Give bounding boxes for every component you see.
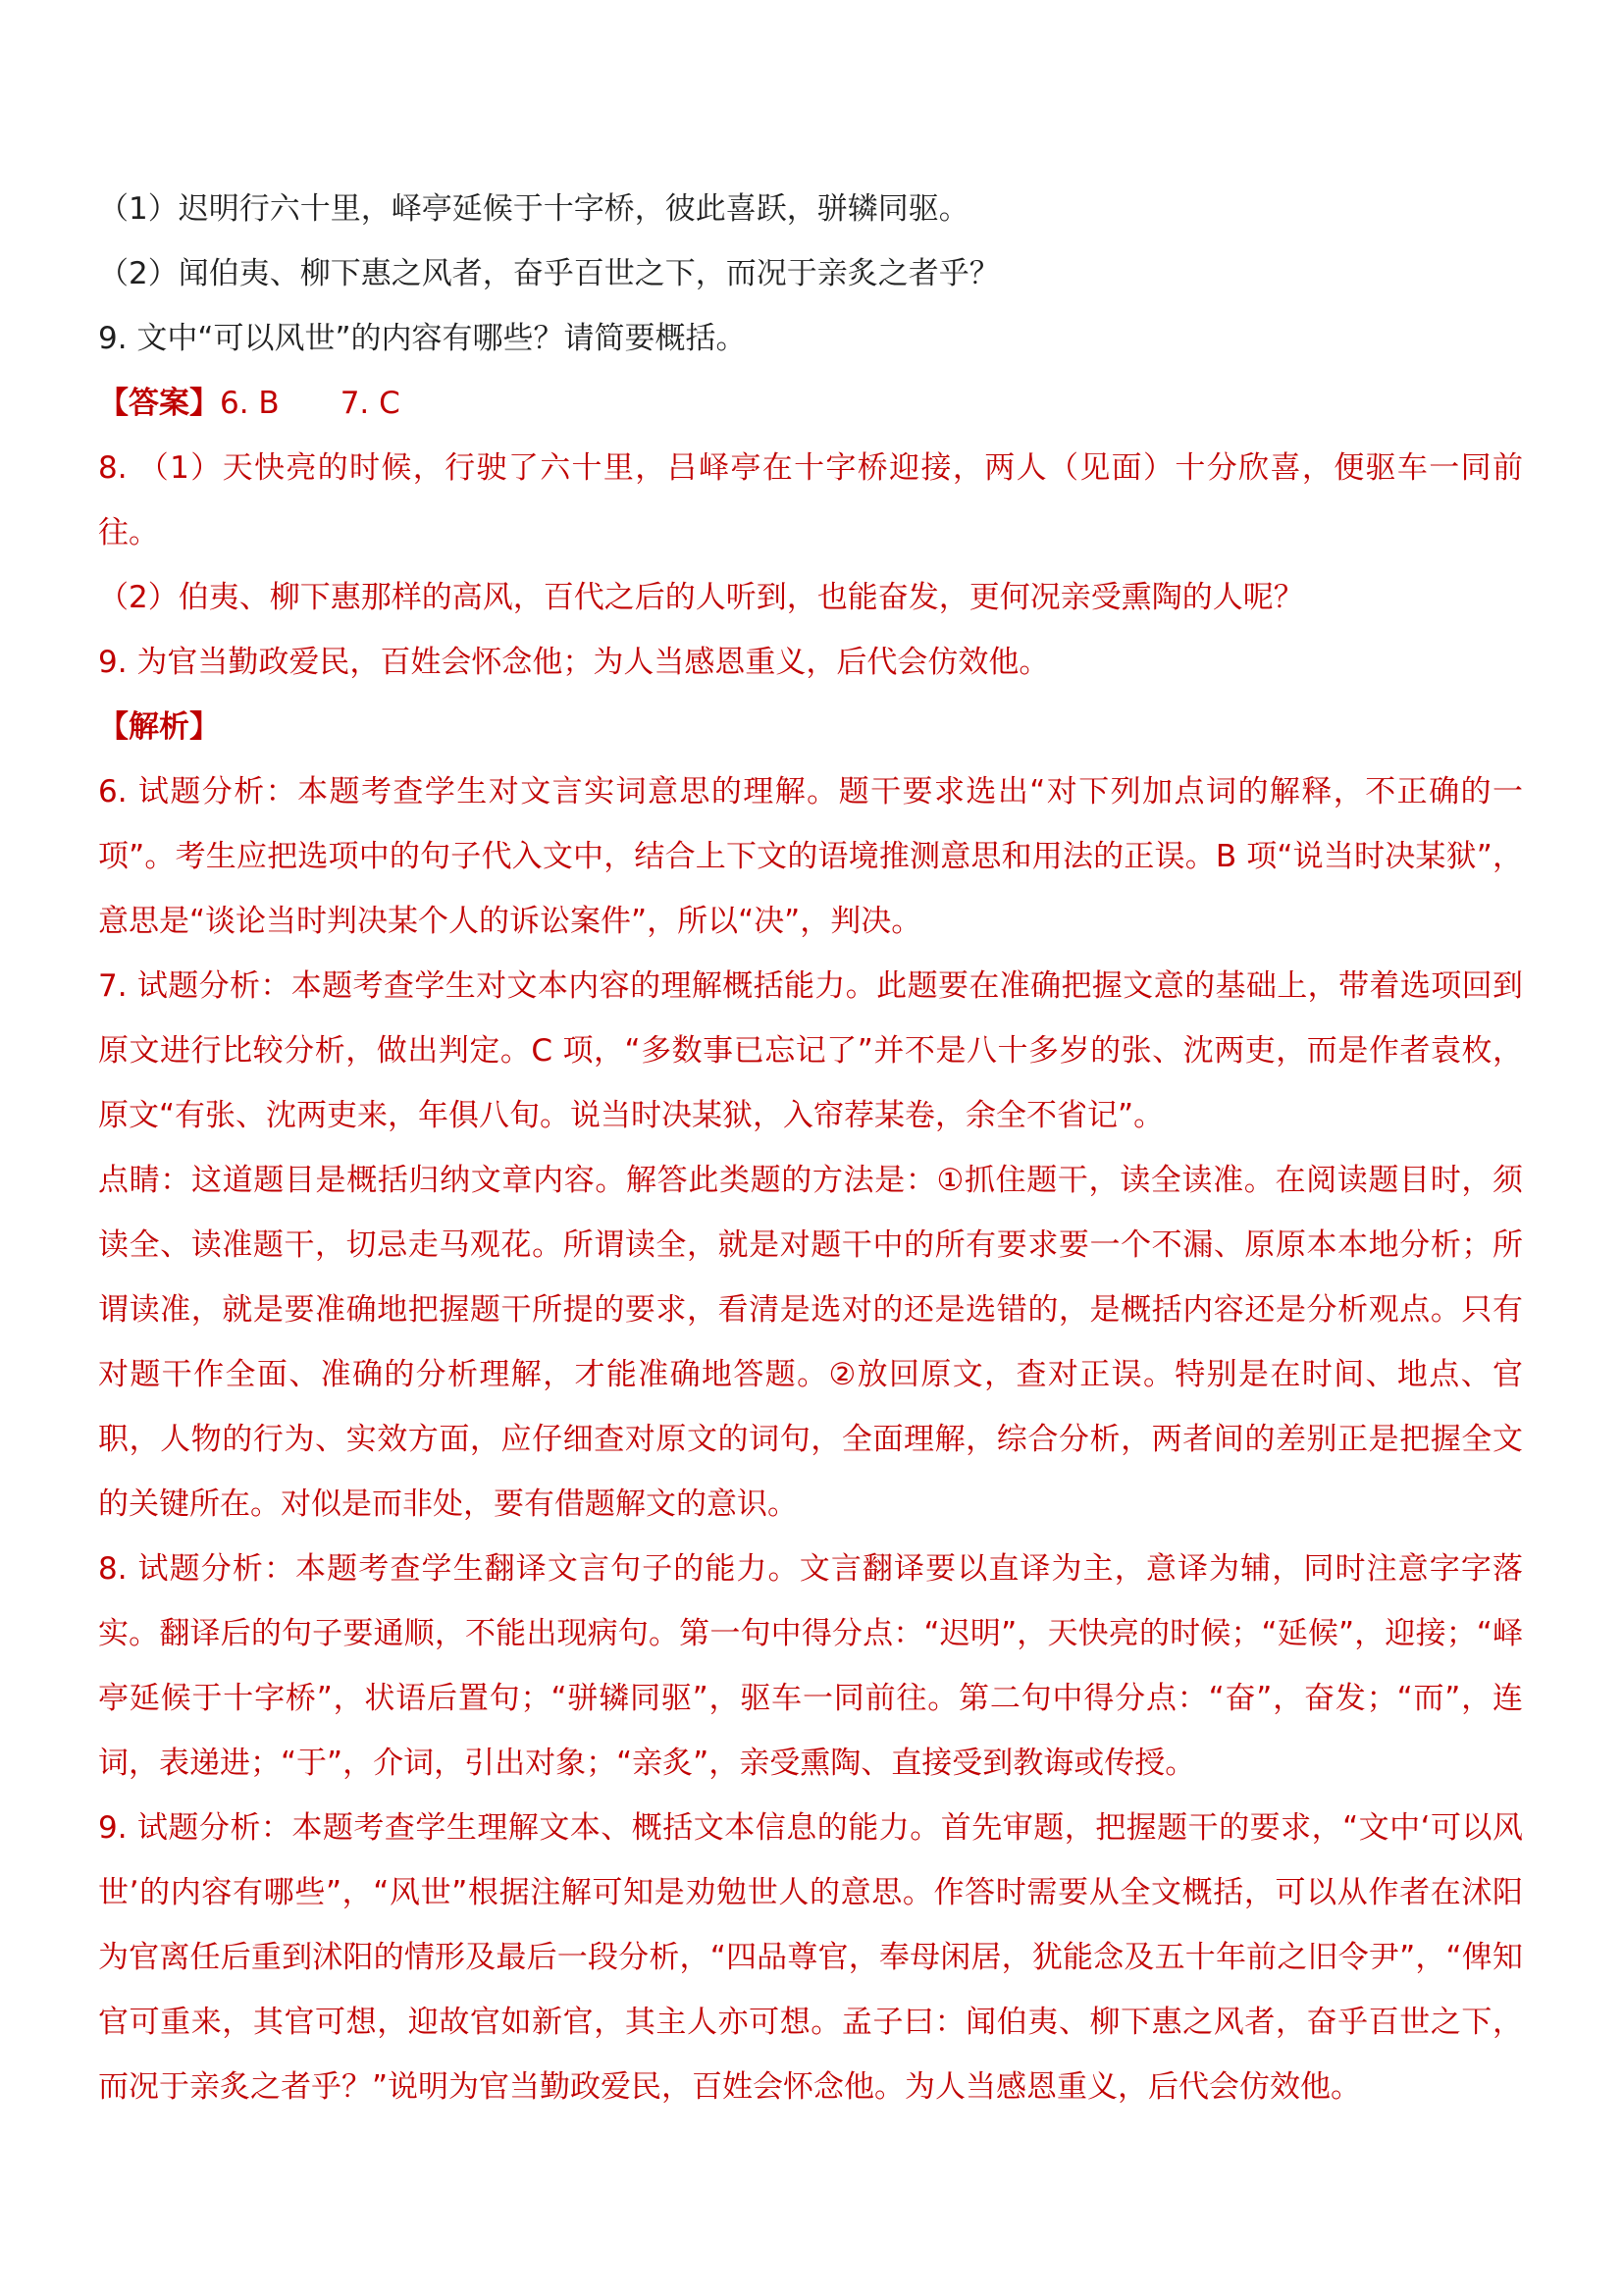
- answer-9: [98, 630, 1523, 695]
- paragraph-text: （2）闻伯夷、柳下惠之风者，奋乎百世之下，而况于亲炙之者乎？: [98, 256, 1000, 291]
- analysis-q7: [98, 954, 1523, 1148]
- answer-line: [98, 371, 1523, 436]
- question-9: [98, 306, 1523, 371]
- paragraph-text: 点睛：这道题目是概括归纳文章内容。解答此类题的方法是：①抓住题干，读全读准。在阅读题目时，须读全、读准题干，切忌走马观花。所谓读全，就是对题干中的所有要求要一个不漏、原原本本地分析；所谓读准，就是要准确地把握题干所提的要求，看清是选对的还是选错的，是概括内容还是分析观点。只有对题干作全面、准确的分析理解，才能准确地答题。②放回原文，查对正误。特别是在时间、地点、官职，人物的行为、实效方面，应仔细查对原文的词句，全面理解，综合分析，两者间的差别正是把握全文的关键所在。对似是而非处，要有借题解文的意识。: [98, 1163, 1523, 1522]
- analysis-q6: [98, 759, 1523, 954]
- paragraph-text: 8. （1）天快亮的时候，行驶了六十里，吕峄亭在十字桥迎接，两人（见面）十分欣喜，便驱车一同前往。: [98, 450, 1523, 550]
- answer-8-translation-1: [98, 436, 1523, 565]
- paragraph-text: 9. 为官当勤政爱民，百姓会怀念他；为人当感恩重义，后代会仿效他。: [98, 645, 1050, 680]
- source-sentence-2: [98, 241, 1523, 306]
- paragraph-text: 6. B 7. C: [220, 386, 400, 421]
- paragraph-text: 6. 试题分析：本题考查学生对文言实词意思的理解。题干要求选出“对下列加点词的解释，不正确的一项”。考生应把选项中的句子代入文中，结合上下文的语境推测意思和用法的正误。B 项“说当时决某狱”，意思是“谈论当时判决某个人的诉讼案件”，所以“决”，判决。: [98, 774, 1523, 939]
- paragraph-text: 9. 文中“可以风世”的内容有哪些？请简要概括。: [98, 321, 747, 356]
- answer-8-translation-2: [98, 565, 1523, 630]
- analysis-heading: [98, 695, 1523, 759]
- paragraph-text: （1）迟明行六十里，峄亭延候于十字桥，彼此喜跃，骈辚同驱。: [98, 191, 969, 227]
- paragraph-text: 7. 试题分析：本题考查学生对文本内容的理解概括能力。此题要在准确把握文意的基础上，带着选项回到原文进行比较分析，做出判定。C 项，“多数事已忘记了”并不是八十多岁的张、沈两吏，而是作者袁枚，原文“有张、沈两吏来，年俱八旬。说当时决某狱，入帘荐某卷，余全不省记”。: [98, 968, 1523, 1133]
- paragraph-text: 9. 试题分析：本题考查学生理解文本、概括文本信息的能力。首先审题，把握题干的要求，“文中‘可以风世’的内容有哪些”，“风世”根据注解可知是劝勉世人的意思。作答时需要从全文概括，可以从作者在沭阳为官离任后重到沭阳的情形及最后一段分析，“四品尊官，奉母闲居，犹能念及五十年前之旧令尹”，“俾知官可重来，其官可想，迎故官如新官，其主人亦可想。孟子曰：闻伯夷、柳下惠之风者，奋乎百世之下，而况于亲炙之者乎？”说明为官当勤政爱民，百姓会怀念他。为人当感恩重义，后代会仿效他。: [98, 1810, 1523, 2105]
- source-sentence-1: [98, 177, 1523, 241]
- analysis-dianjing-tip: [98, 1148, 1523, 1537]
- section-label: 【解析】: [98, 709, 220, 745]
- section-label: 【答案】: [98, 386, 220, 421]
- paragraph-text: 8. 试题分析：本题考查学生翻译文言句子的能力。文言翻译要以直译为主，意译为辅，同时注意字字落实。翻译后的句子要通顺，不能出现病句。第一句中得分点：“迟明”，天快亮的时候；“延候”，迎接；“峄亭延候于十字桥”，状语后置句；“骈辚同驱”，驱车一同前往。第二句中得分点：“奋”，奋发；“而”，连词，表递进；“于”，介词，引出对象；“亲炙”，亲受熏陶、直接受到教诲或传授。: [98, 1551, 1523, 1781]
- analysis-q9: [98, 1796, 1523, 2119]
- paragraph-text: （2）伯夷、柳下惠那样的高风，百代之后的人听到，也能奋发，更何况亲受熏陶的人呢？: [98, 580, 1304, 615]
- analysis-q8: [98, 1537, 1523, 1796]
